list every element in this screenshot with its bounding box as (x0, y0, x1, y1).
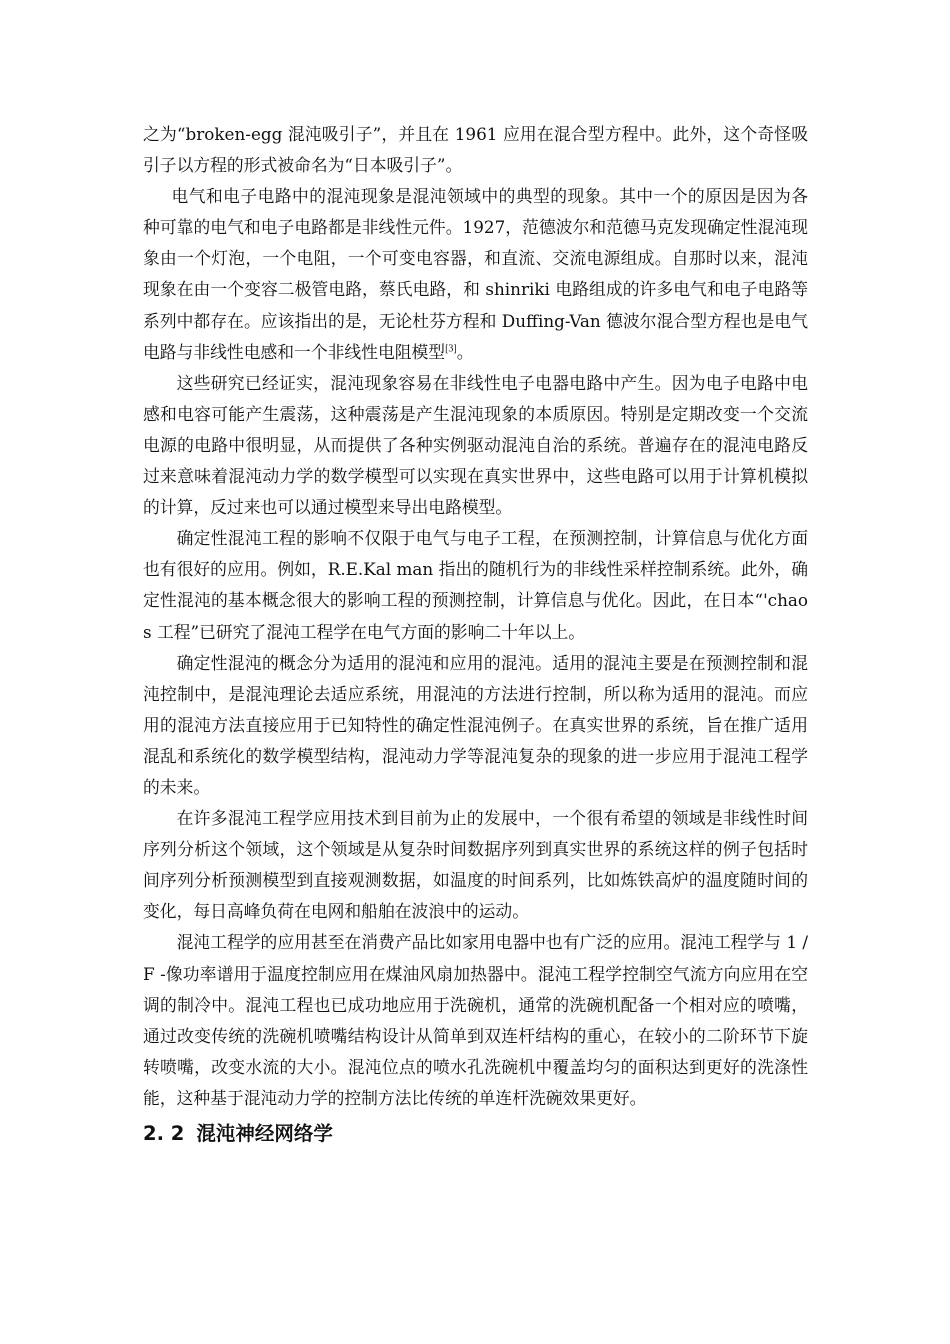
paragraph-text: 确定性混沌的概念分为适用的混沌和应用的混沌。适用的混沌主要是在预测控制和混沌控制中，是混沌理论去适应系统，用混沌的方法进行控制，所以称为适用的混沌。而应用的混沌方法直接应用于已知特性的确定性混沌例子。在真实世界的系统，旨在推广适用混乱和系统化的数学模型结构，混沌动力学等混沌复杂的现象的进一步应用于混沌工程学的未来。 (143, 652, 808, 797)
paragraph-text: 之为“broken-egg 混沌吸引子”，并且在 1961 应用在混合型方程中。此外，这个奇怪吸引子以方程的形式被命名为“日本吸引子”。 (143, 124, 808, 176)
section-title: 混沌神经网络学 (196, 1122, 333, 1145)
paragraph-continued (143, 119, 808, 181)
paragraph-chaos-engineering-impact (143, 523, 808, 647)
paragraph-research-confirmed (143, 368, 808, 523)
paragraph-text: 电气和电子电路中的混沌现象是混沌领域中的典型的现象。其中一个的原因是因为各种可靠的电气和电子电路都是非线性元件。1927，范德波尔和范德马克发现确定性混沌现象由一个灯泡，一个电阻，一个可变电容器，和直流、交流电源组成。自那时以来，混沌现象在由一个变容二极管电路，蔡氏电路，和 shinriki 电路组成的许多电气和电子电路等系列中都存在。应该指出的是，无论杜芬方程和 Duffing-Van 德波尔混合型方程也是电气电路与非线性电感和一个非线性电阻模型 (143, 186, 808, 362)
paragraph-chaos-concepts (143, 648, 808, 803)
paragraph-time-series (143, 803, 808, 927)
paragraph-text-end: 。 (456, 341, 474, 362)
paragraph-text: 确定性混沌工程的影响不仅限于电气与电子工程，在预测控制，计算信息与优化方面也有很好的应用。例如，R.E.Kal man 指出的随机行为的非线性采样控制系统。此外，确定性混沌的基本概念很大的影响工程的预测控制，计算信息与优化。因此，在日本“'chaos 工程”已研究了混沌工程学在电气方面的影响二十年以上。 (143, 528, 808, 642)
paragraph-text: 混沌工程学的应用甚至在消费产品比如家用电器中也有广泛的应用。混沌工程学与 1 / F -像功率谱用于温度控制应用在煤油风扇加热器中。混沌工程学控制空气流方向应用在空调的制冷中。混沌工程也已成功地应用于洗碗机，通常的洗碗机配备一个相对应的喷嘴，通过改变传统的洗碗机喷嘴结构设计从简单到双连杆结构的重心，在较小的二阶环节下旋转喷嘴，改变水流的大小。混沌位点的喷水孔洗碗机中覆盖均匀的面积达到更好的洗涤性能，这种基于混沌动力学的控制方法比传统的单连杆洗碗效果更好。 (143, 932, 808, 1108)
paragraph-text: 这些研究已经证实，混沌现象容易在非线性电子电器电路中产生。因为电子电路中电感和电容可能产生震荡，这种震荡是产生混沌现象的本质原因。特别是定期改变一个交流电源的电路中很明显，从而提供了各种实例驱动混沌自治的系统。普遍存在的混沌电路反过来意味着混沌动力学的数学模型可以实现在真实世界中，这些电路可以用于计算机模拟的计算，反过来也可以通过模型来导出电路模型。 (143, 372, 808, 518)
paragraph-text: 在许多混沌工程学应用技术到目前为止的发展中，一个很有希望的领域是非线性时间序列分析这个领域，这个领域是从复杂时间数据序列到真实世界的系统这样的例子包括时间序列分析预测模型到直接观测数据，如温度的时间系列，比如炼铁高炉的温度随时间的变化，每日高峰负荷在电网和船舶在波浪中的运动。 (143, 808, 808, 922)
paragraph-chaos-circuits (143, 181, 808, 368)
citation-reference: [3] (445, 343, 457, 355)
page-body (143, 119, 808, 1151)
section-number: 2. 2 (143, 1122, 185, 1145)
paragraph-consumer-products (143, 927, 808, 1114)
section-heading (143, 1117, 808, 1151)
